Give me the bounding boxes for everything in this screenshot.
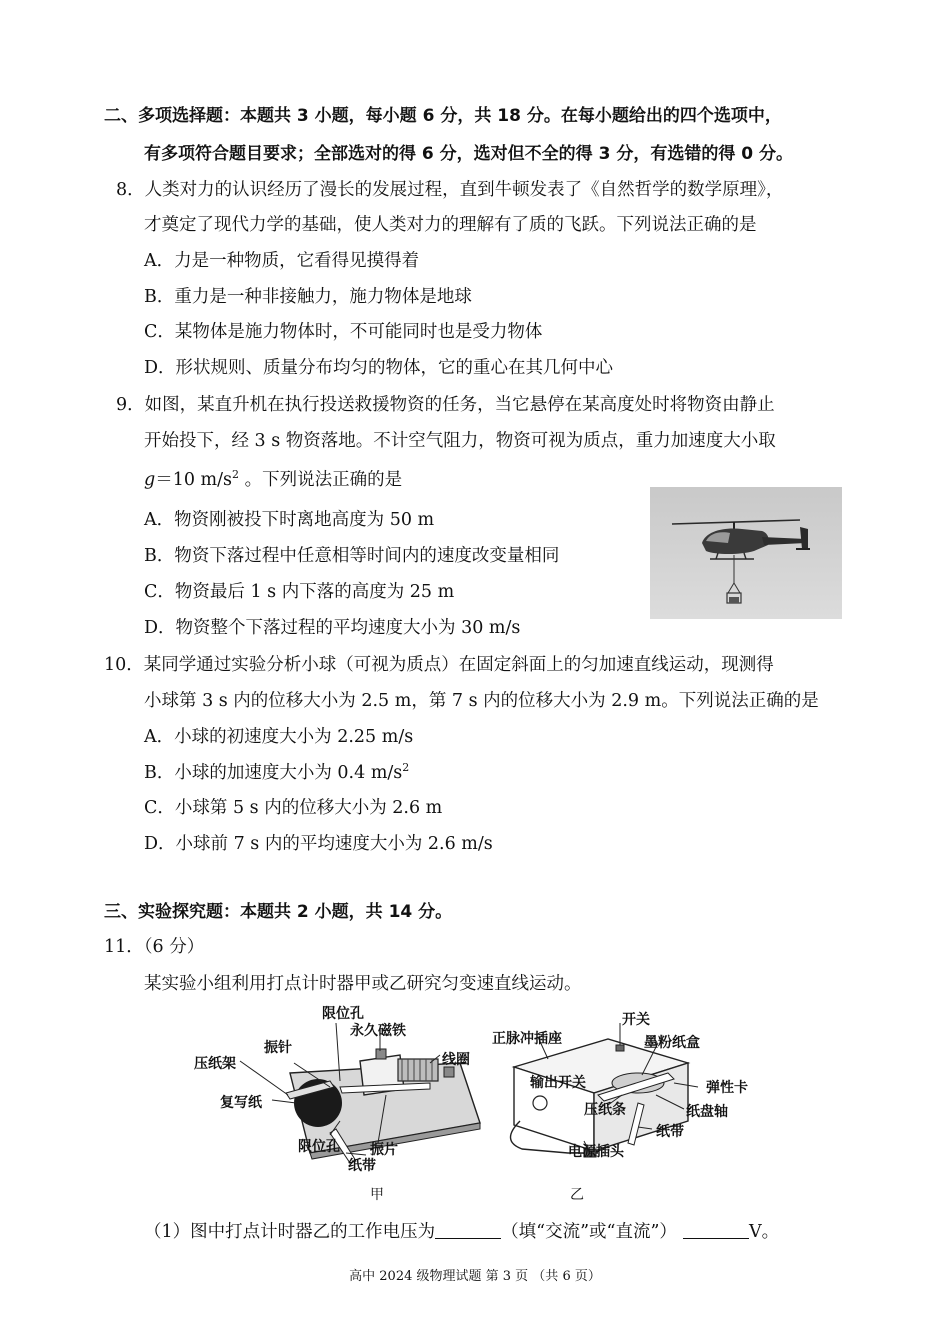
label-zhengmaichong: 正脉冲插座 — [492, 1031, 562, 1047]
q11-number: 11． — [104, 937, 144, 957]
helicopter-image — [650, 487, 842, 619]
q8-option-c: C．某物体是施力物体时，不可能同时也是受力物体 — [144, 322, 543, 342]
q9-option-b: B．物资下落过程中任意相等时间内的速度改变量相同 — [144, 546, 560, 566]
q8-option-a: A．力是一种物质，它看得见摸得着 — [144, 251, 420, 271]
label-mofenzhihe: 墨粉纸盒 — [644, 1035, 700, 1051]
answer-blank-2[interactable] — [683, 1220, 749, 1239]
q10-option-c: C．小球第 5 s 内的位移大小为 2.6 m — [144, 798, 443, 818]
q10-number: 10． — [104, 655, 144, 675]
helicopter-photo — [650, 487, 842, 619]
q9-stem-line1: 9．如图，某直升机在执行投送救援物资的任务，当它悬停在某高度处时将物资由静止 — [116, 395, 775, 415]
label-xianquan: 线圈 — [442, 1052, 470, 1068]
q11-score: （6 分） — [143, 937, 205, 957]
label-tanxingka: 弹性卡 — [706, 1080, 748, 1096]
q10-option-d: D．小球前 7 s 内的平均速度大小为 2.6 m/s — [144, 834, 493, 854]
label-yongjiucitie: 永久磁铁 — [350, 1023, 406, 1039]
q9-option-a: A．物资刚被投下时离地高度为 50 m — [144, 510, 435, 530]
label-zhenpian: 振片 — [370, 1142, 398, 1158]
q9-option-d: D．物资整个下落过程的平均速度大小为 30 m/s — [144, 618, 521, 638]
q11-header — [104, 935, 204, 959]
q10-stem-line1: 10．某同学通过实验分析小球（可视为质点）在固定斜面上的匀加速直线运动，现测得 — [104, 655, 774, 675]
q9-number: 9． — [116, 395, 145, 415]
q10-option-b: B．小球的加速度大小为 0.4 $m/s^2$ — [144, 761, 410, 783]
q9-stem-line2: 开始投下，经 3 s 物资落地。不计空气阻力，物资可视为质点，重力加速度大小取 — [144, 431, 776, 451]
section2-heading-line2: 有多项符合题目要求；全部选对的得 6 分，选对但不全的得 3 分，有选错的得 0 分。 — [144, 144, 793, 164]
label-zhidai-yi: 纸带 — [656, 1124, 684, 1140]
q10-stem-line2: 小球第 3 s 内的位移大小为 2.5 m，第 7 s 内的位移大小为 2.9 m。下列说法正确的是 — [144, 691, 819, 711]
label-zhenzhen: 振针 — [264, 1040, 292, 1056]
q8-number: 8． — [116, 180, 145, 200]
figure-jia — [190, 1003, 490, 1203]
label-dianyuanchatou: 电源插头 — [568, 1144, 624, 1160]
label-kaiguan: 开关 — [622, 1012, 650, 1028]
section2-heading-line1: 二、多项选择题：本题共 3 小题，每小题 6 分，共 18 分。在每小题给出的四个选项中， — [104, 106, 782, 126]
label-xianweikong-top: 限位孔 — [322, 1006, 364, 1022]
q8-stem-line2: 才奠定了现代力学的基础，使人类对力的理解有了质的飞跃。下列说法正确的是 — [144, 215, 757, 235]
label-yazhitiao: 压纸条 — [584, 1102, 626, 1118]
answer-blank-1[interactable] — [435, 1220, 501, 1239]
figure-yi — [488, 1003, 778, 1203]
q9-stem-line3: g＝10 $m/s^2$ 。下列说法正确的是 — [144, 468, 403, 490]
label-zhidai-jia: 纸带 — [348, 1158, 376, 1174]
label-fuxiezhi: 复写纸 — [220, 1095, 262, 1111]
q11-sub1: （1）图中打点计时器乙的工作电压为 （填“交流”或“直流”） V。 — [144, 1222, 780, 1242]
q8-option-b: B．重力是一种非接触力，施力物体是地球 — [144, 287, 472, 307]
q10-option-a: A．小球的初速度大小为 2.25 m/s — [144, 727, 414, 747]
label-zhipanzhou: 纸盘轴 — [686, 1104, 728, 1120]
q8-stem-line1: 8．人类对力的认识经历了漫长的发展过程，直到牛顿发表了《自然哲学的数学原理》， — [116, 180, 784, 200]
q9-option-c: C．物资最后 1 s 内下落的高度为 25 m — [144, 582, 455, 602]
q11-intro: 某实验小组利用打点计时器甲或乙研究匀变速直线运动。 — [144, 974, 582, 994]
section3-heading: 三、实验探究题：本题共 2 小题，共 14 分。 — [104, 902, 453, 922]
caption-yi: 乙 — [570, 1187, 584, 1203]
label-shuchukaiguan: 输出开关 — [530, 1075, 586, 1091]
page-footer: 高中 2024 级物理试题 第 3 页 （共 6 页） — [349, 1269, 601, 1284]
label-xianweikong-bottom: 限位孔 — [298, 1139, 340, 1155]
caption-jia: 甲 — [370, 1187, 384, 1203]
q8-option-d: D．形状规则、质量分布均匀的物体，它的重心在其几何中心 — [144, 358, 614, 378]
label-yazhijia: 压纸架 — [194, 1056, 236, 1072]
